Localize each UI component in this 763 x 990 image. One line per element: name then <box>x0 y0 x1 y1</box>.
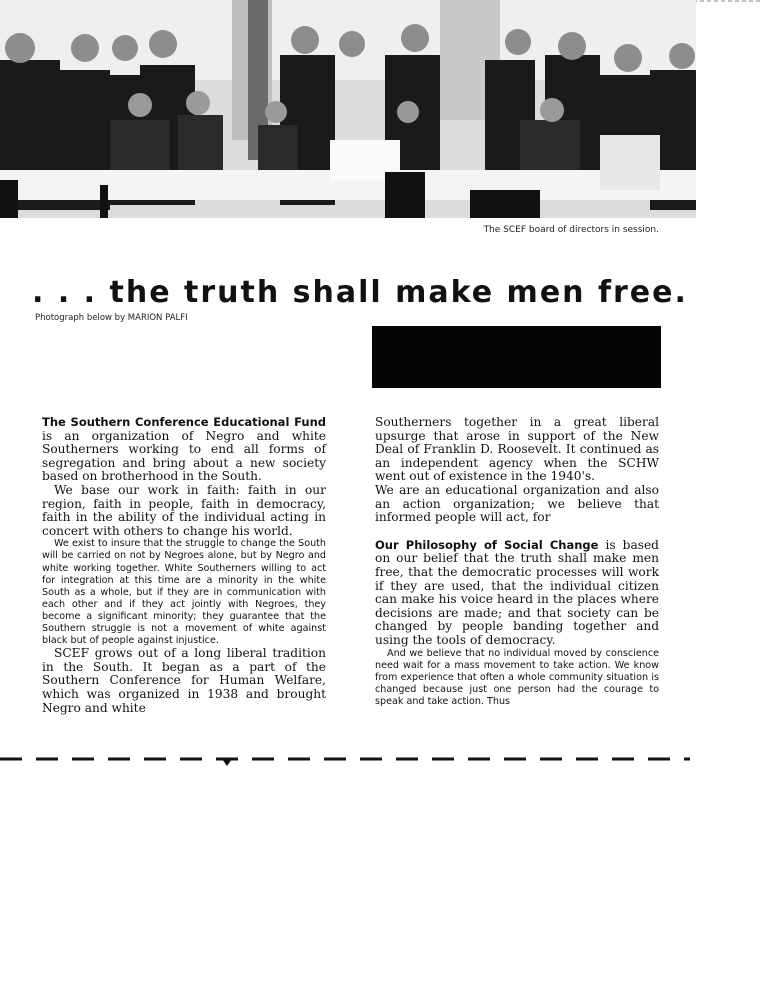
history-paragraph: SCEF grows out of a long liberal tradition in the South. It began as a part of the Southern Conference for Human Welfare, which was organized in 1938 and brought Negro and white <box>42 646 326 715</box>
left-column <box>42 416 326 715</box>
organization-paragraph: We are an educational organization and also an action organization; we believe that informed people will act, for <box>375 482 659 525</box>
faith-paragraph: We base our work in faith: faith in our region, faith in people, faith in democracy, faith in the ability of the individual acting in concert with others to change his world. <box>42 482 326 538</box>
new-deal-paragraph: Southerners together in a great liberal upsurge that arose in support of the New Deal of Franklin D. Roosevelt. It continued as an independent agency when the SCHW went out of existence in the 1940's. <box>375 415 659 484</box>
photo-placeholder-block <box>372 326 661 388</box>
intro-paragraph: The Southern Conference Educational Fund is an organization of Negro and white Southerners working to end all forms of segregation and bring about a new society based on brotherhood in the South. <box>42 415 326 484</box>
photo-caption: The SCEF board of directors in session. <box>483 225 659 235</box>
cut-line <box>0 752 696 772</box>
board-photo <box>0 0 696 218</box>
purpose-paragraph: We exist to insure that the struggle to change the South will be carried on not by Negroes alone, but by Negro and white working together. White Southerners willing to act for integration at this time are a minority in the white South as a whole, but if they are in communication with each other and if they act jointly with Negroes, they become a significant minority; they guarantee that the Southern struggle is not a movement of white against black but of people against injustice. <box>42 538 326 647</box>
philosophy-paragraph: Our Philosophy of Social Change is based on our belief that the truth shall make men free, that the democratic processes will work if they are used, that the individual citizen can make his voice heard in the places where decisions are made; and that society can be changed by people banding together and using the tools of democracy. <box>375 537 659 647</box>
photo-credit: Photograph below by MARION PALFI <box>35 313 188 323</box>
philosophy-heading: Our Philosophy of Social Change <box>375 537 599 552</box>
scef-name: The Southern Conference Educational Fund <box>42 415 326 429</box>
right-column <box>375 416 659 708</box>
headline: . . . the truth shall make men free. <box>32 275 688 310</box>
conscience-paragraph: And we believe that no individual moved by conscience need wait for a mass movement to take action. We know from experience that often a whole community situation is changed because just one person had the courage to speak and take action. Thus <box>375 647 659 707</box>
